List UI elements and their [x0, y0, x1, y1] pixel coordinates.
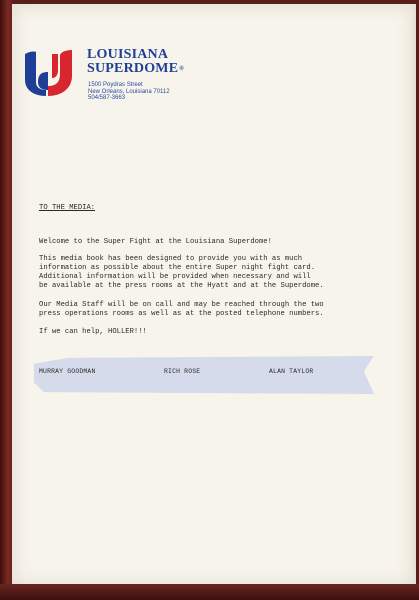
signature-murray-goodman: MURRAY GOODMAN: [39, 368, 96, 375]
letterhead-brand: [87, 48, 184, 76]
letterhead-address: [88, 82, 170, 102]
salutation: TO THE MEDIA:: [39, 204, 96, 212]
address-street: 1500 Poydras Street: [88, 82, 143, 88]
signature-alan-taylor: ALAN TAYLOR: [269, 368, 314, 375]
letter-page: [12, 4, 416, 586]
paragraph-media-book: This media book has been designed to provide you with as much information as possible about the entire Super night fight card. Additional information will be provided when necessary and will be available at the press rooms at the Hyatt and at the Superdome.: [39, 255, 324, 290]
binder-bottom-edge: [0, 584, 419, 600]
brand-line-2: SUPERDOME®: [87, 61, 184, 76]
paragraph-media-staff: Our Media Staff will be on call and may be reached through the two press operations rooms as well as at the posted telephone numbers.: [39, 301, 324, 318]
address-phone: 504/587-3663: [88, 95, 126, 101]
tape-strip: [34, 356, 374, 394]
closing-line: If we can help, HOLLER!!!: [39, 328, 147, 336]
paragraph-welcome: Welcome to the Super Fight at the Louisiana Superdome!: [39, 238, 272, 246]
superdome-logo-icon: [22, 46, 74, 100]
signature-rich-rose: RICH ROSE: [164, 368, 201, 375]
address-city: New Orleans, Louisiana 70112: [88, 88, 170, 95]
registered-mark: ®: [179, 66, 184, 72]
brand-line-1: LOUISIANA: [87, 47, 169, 62]
